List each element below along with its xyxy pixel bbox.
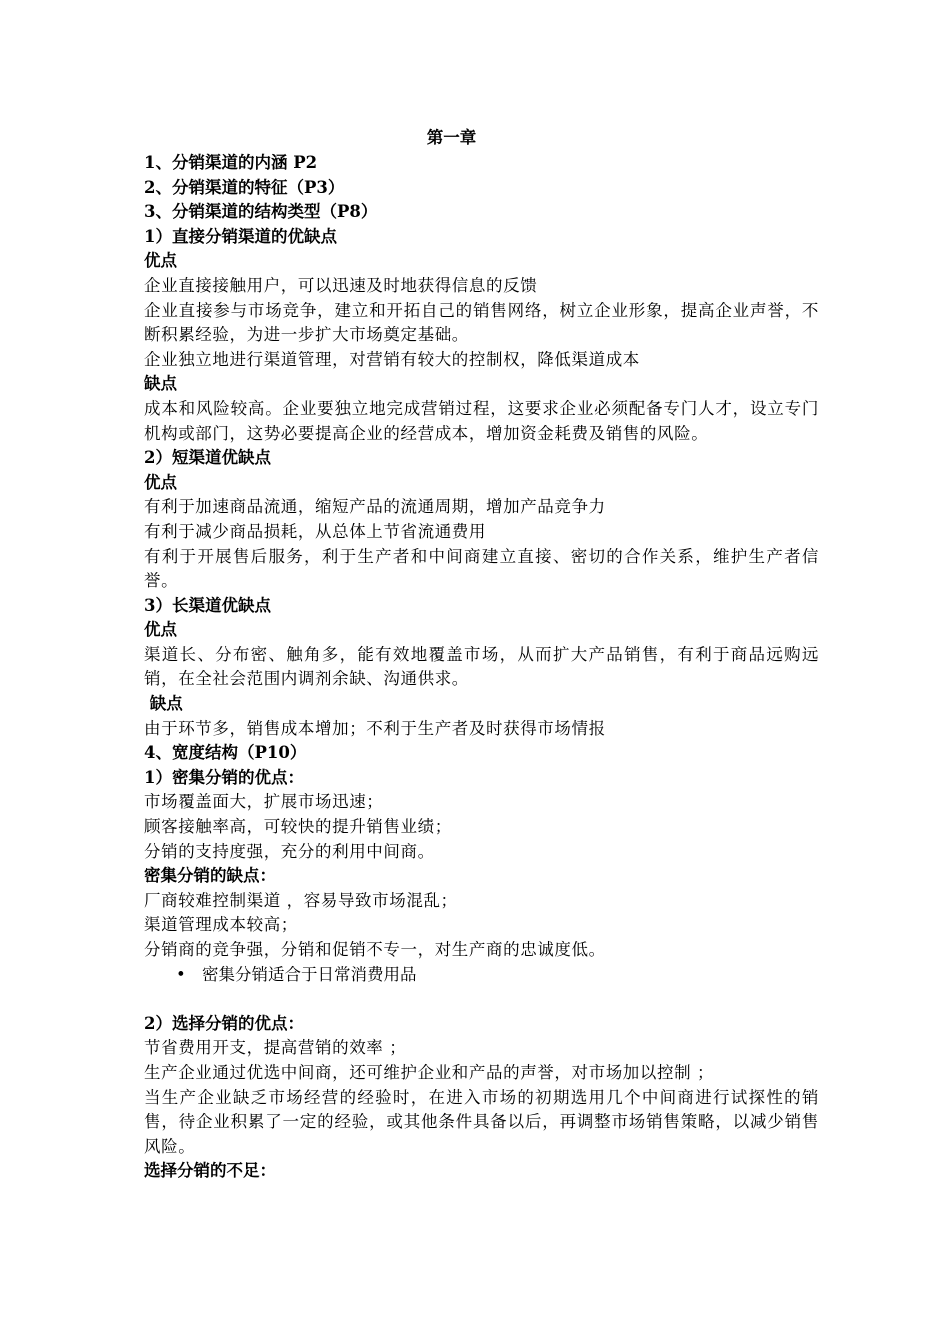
paragraph: 厂商较难控制渠道 ，容易导致市场混乱； <box>144 890 458 910</box>
label-advantages: 优点 <box>144 620 177 640</box>
paragraph: 节省费用开支，提高营销的效率 ； <box>144 1038 407 1058</box>
heading-3: 3、分销渠道的结构类型（P8） <box>144 202 378 222</box>
paragraph: 当生产企业缺乏市场经营的经验时，在进入市场的初期选用几个中间商进行试探性的销售，待企业积累了一定的经验，或其他条件具备以后，再调整市场销售策略，以减少销售风险。 <box>144 1087 819 1156</box>
subheading-short-channel: 2）短渠道优缺点 <box>144 448 271 468</box>
heading-1: 1、分销渠道的内涵 P2 <box>144 153 318 172</box>
subheading-intensive-disadvantages: 密集分销的缺点： <box>144 866 276 886</box>
subheading-direct-channel: 1）直接分销渠道的优缺点 <box>144 226 337 246</box>
label-advantages: 优点 <box>144 472 177 492</box>
paragraph: 成本和风险较高。企业要独立地完成营销过程，这要求企业必须配备专门人才，设立专门机构或部门，这势必要提高企业的经营成本，增加资金耗费及销售的风险。 <box>144 398 819 443</box>
spacer <box>144 987 819 1012</box>
bullet-text: 密集分销适合于日常消费用品 <box>202 964 417 984</box>
paragraph: 有利于开展售后服务，利于生产者和中间商建立直接、密切的合作关系，维护生产者信誉。 <box>144 546 819 591</box>
heading-4: 4、宽度结构（P10） <box>144 743 307 763</box>
paragraph: 企业直接参与市场竞争，建立和开拓自己的销售网络，树立企业形象，提高企业声誉，不断积累经验，为进一步扩大市场奠定基础。 <box>144 300 819 345</box>
paragraph: 有利于减少商品损耗，从总体上节省流通费用 <box>144 521 486 541</box>
paragraph: 企业直接接触用户，可以迅速及时地获得信息的反馈 <box>144 275 538 295</box>
paragraph: 有利于加速商品流通，缩短产品的流通周期，增加产品竞争力 <box>144 497 606 517</box>
document-page <box>144 124 819 1184</box>
chapter-title: 第一章 <box>426 128 477 147</box>
paragraph: 分销商的竞争强，分销和促销不专一，对生产商的忠诚度低。 <box>144 940 606 959</box>
paragraph: 生产企业通过优选中间商，还可维护企业和产品的声誉，对市场加以控制 ； <box>144 1062 715 1082</box>
label-disadvantages: 缺点 <box>144 694 183 714</box>
paragraph: 市场覆盖面大，扩展市场迅速； <box>144 792 384 812</box>
subheading-selective-disadvantages: 选择分销的不足： <box>144 1161 276 1181</box>
paragraph: 由于环节多，销售成本增加；不利于生产者及时获得市场情报 <box>144 718 606 738</box>
paragraph: 企业独立地进行渠道管理，对营销有较大的控制权，降低渠道成本 <box>144 349 640 369</box>
label-disadvantages: 缺点 <box>144 374 177 394</box>
subheading-selective-advantages: 2）选择分销的优点： <box>144 1013 304 1033</box>
bullet-icon: • <box>176 964 186 984</box>
paragraph: 顾客接触率高，可较快的提升销售业绩； <box>144 817 452 837</box>
subheading-long-channel: 3）长渠道优缺点 <box>144 595 271 615</box>
bullet-item <box>144 963 819 988</box>
label-advantages: 优点 <box>144 251 177 271</box>
heading-2: 2、分销渠道的特征（P3） <box>144 177 345 197</box>
paragraph: 渠道管理成本较高； <box>144 915 298 935</box>
paragraph: 渠道长、分布密、触角多，能有效地覆盖市场，从而扩大产品销售，有利于商品远购远销，在全社会范围内调剂余缺、沟通供求。 <box>144 644 819 689</box>
paragraph: 分销的支持度强，充分的利用中间商。 <box>144 841 435 861</box>
subheading-intensive-advantages: 1）密集分销的优点： <box>144 767 304 787</box>
